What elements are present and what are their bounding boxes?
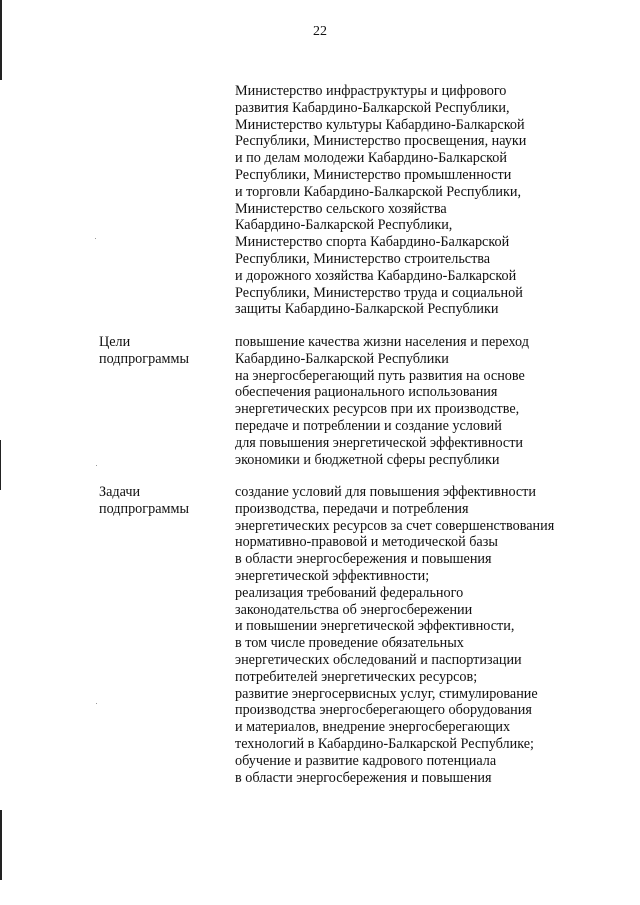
text-line: и дорожного хозяйства Кабардино-Балкарской [235,267,517,284]
text-line: Министерство инфраструктуры и цифрового [235,83,507,99]
scan-edge-mark [0,810,2,880]
text-line: технологий в Кабардино-Балкарской Республике; [235,735,534,752]
scan-speck [96,465,97,466]
label-line: подпрограммы [99,350,189,367]
text-line: и торговли Кабардино-Балкарской Республики, [235,183,521,200]
text-line: Кабардино-Балкарской Республики, [235,217,453,234]
goals-text [235,334,529,468]
text-line: Республики, Министерство просвещения, науки [235,133,527,150]
scan-edge-mark [0,440,1,490]
text-line: на энергосберегающий путь развития на основе [235,367,525,384]
text-line: создание условий для повышения эффективности [235,484,536,500]
text-line: потребителей энергетических ресурсов; [235,668,478,685]
text-line: Министерство культуры Кабардино-Балкарской [235,116,525,133]
text-line: развития Кабардино-Балкарской Республики, [235,99,510,116]
participants-text [235,83,526,318]
text-line: в области энергосбережения и повышения [235,551,492,568]
label-line: Цели [99,334,131,350]
text-line: энергетических ресурсов за счет совершенствования [235,517,555,534]
text-line: развитие энергосервисных услуг, стимулирование [235,685,538,702]
text-line: производства, передачи и потребления [235,500,469,517]
text-line: экономики и бюджетной сферы республики [235,451,500,468]
text-line: энергетических обследований и паспортизации [235,651,522,668]
text-line: законодательства об энергосбережении [235,601,473,618]
text-line: Республики, Министерство строительства [235,250,491,267]
text-line: передаче и потреблении и создание условий [235,417,502,434]
text-line: и материалов, внедрение энергосберегающих [235,719,511,736]
text-line: для повышения энергетической эффективности [235,434,523,451]
text-line: и повышении энергетической эффективности, [235,618,515,635]
page-number: 22 [313,24,327,39]
label-line: Задачи [99,484,141,500]
text-line: повышение качества жизни населения и переход [235,334,529,350]
text-line: Кабардино-Балкарской Республики [235,350,449,367]
text-line: в области энергосбережения и повышения [235,769,492,786]
tasks-label [99,484,189,518]
text-line: Министерство сельского хозяйства [235,200,447,217]
scan-speck [95,238,96,239]
scan-edge-mark [0,0,2,80]
label-line: подпрограммы [99,500,189,517]
text-line: обеспечения рационального использования [235,384,498,401]
text-line: Министерство спорта Кабардино-Балкарской [235,234,510,251]
text-line: энергетической эффективности; [235,567,430,584]
text-line: и по делам молодежи Кабардино-Балкарской [235,150,507,167]
text-line: в том числе проведение обязательных [235,635,464,652]
text-line: Республики, Министерство труда и социальной [235,284,523,301]
scan-speck [96,703,97,704]
text-line: энергетических ресурсов при их производстве, [235,401,520,418]
text-line: обучение и развитие кадрового потенциала [235,752,497,769]
text-line: нормативно-правовой и методической базы [235,534,498,551]
text-line: реализация требований федерального [235,584,464,601]
text-line: производства энергосберегающего оборудования [235,702,532,719]
text-line: Республики, Министерство промышленности [235,166,512,183]
goals-label [99,334,189,368]
text-line: защиты Кабардино-Балкарской Республики [235,301,499,318]
tasks-text [235,484,554,786]
